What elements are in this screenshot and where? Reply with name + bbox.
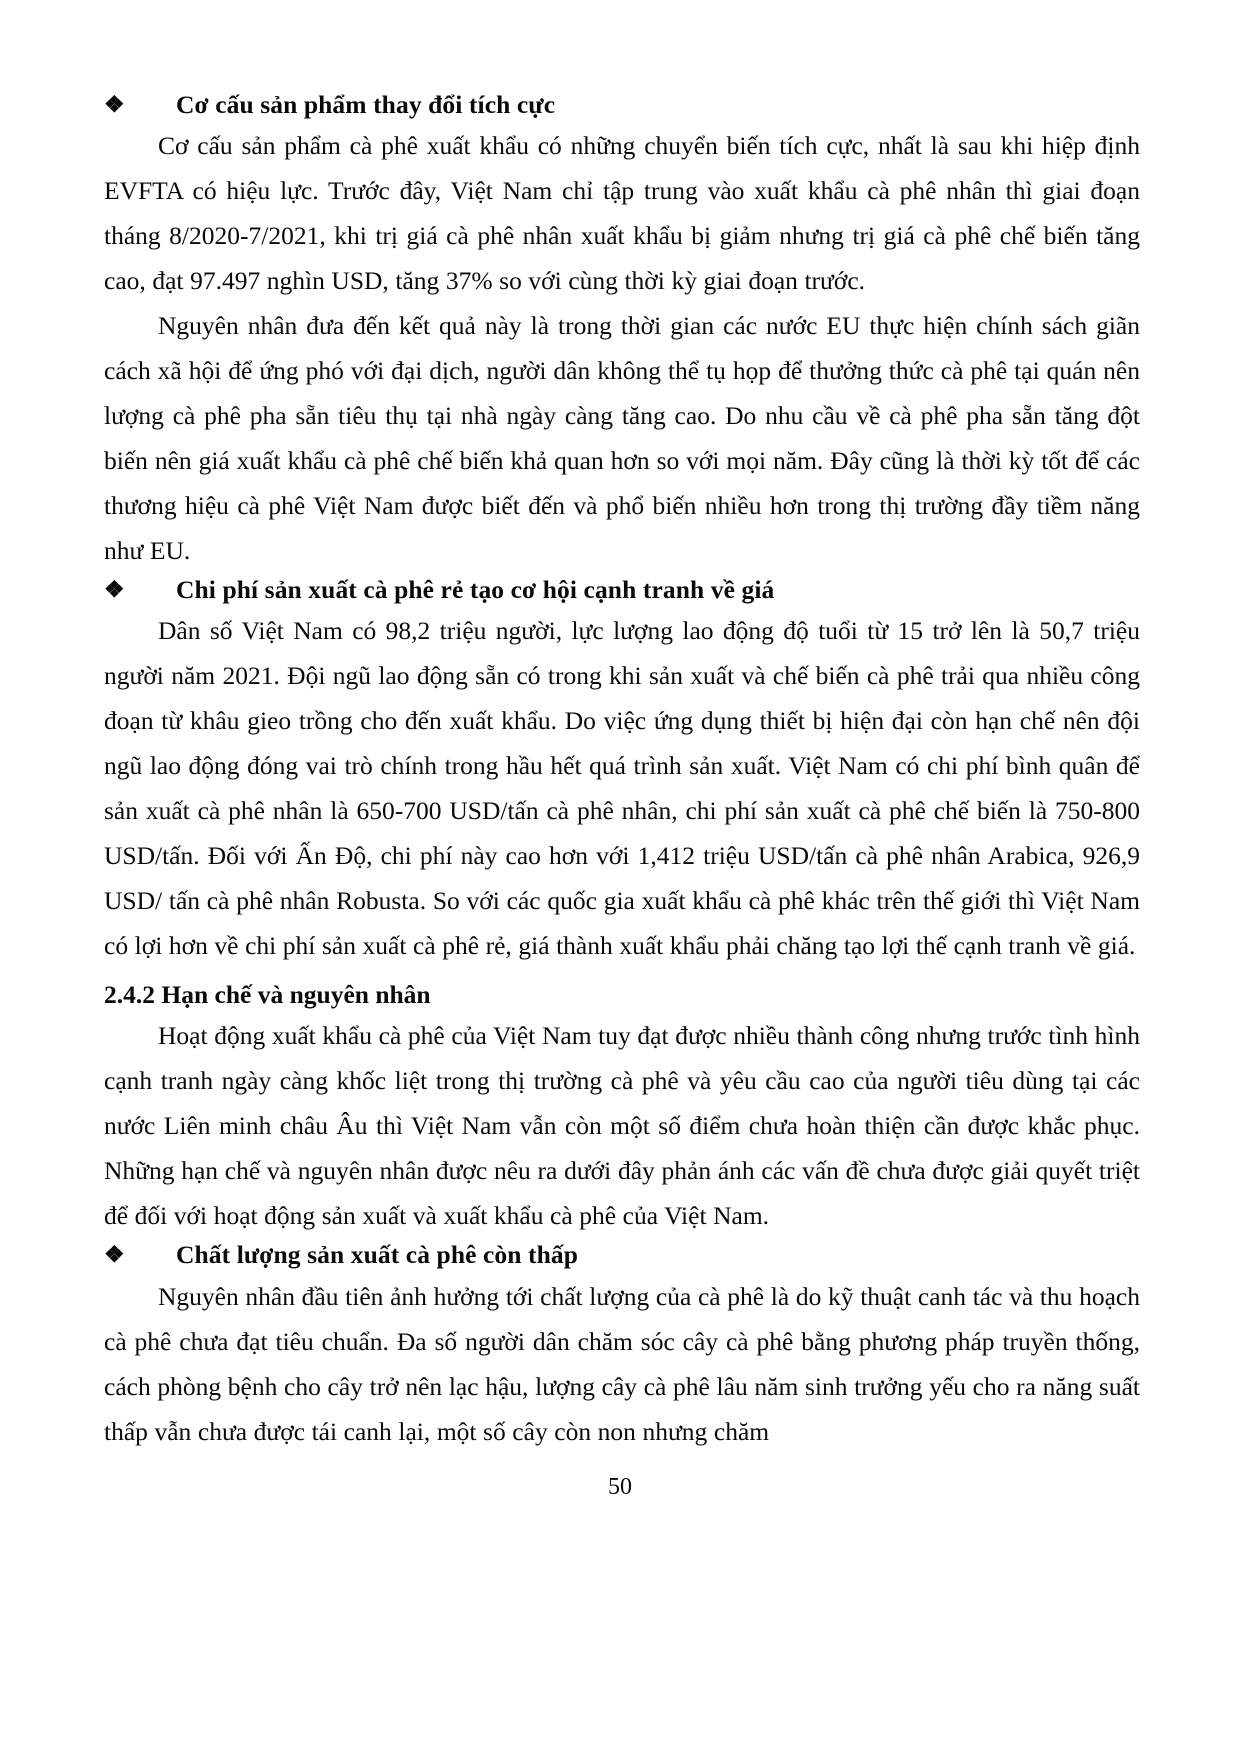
bullet-heading bbox=[104, 1238, 1140, 1271]
diamond-bullet-icon: ❖ bbox=[104, 1242, 125, 1268]
paragraph: Cơ cấu sản phẩm cà phê xuất khẩu có những chuyển biến tích cực, nhất là sau khi hiệp định EVFTA có hiệu lực. Trước đây, Việt Nam chỉ tập trung vào xuất khẩu cà phê nhân thì giai đoạn tháng 8/2020-7/2021, khi trị giá cà phê nhân xuất khẩu bị giảm nhưng trị giá cà phê chế biến tăng cao, đạt 97.497 nghìn USD, tăng 37% so với cùng thời kỳ giai đoạn trước. bbox=[104, 131, 1140, 296]
page-number: 50 bbox=[608, 1474, 632, 1500]
heading-text: Cơ cấu sản phẩm thay đổi tích cực bbox=[176, 90, 556, 119]
heading-text: Chi phí sản xuất cà phê rẻ tạo cơ hội cạnh tranh về giá bbox=[176, 575, 775, 605]
paragraph: Nguyên nhân đưa đến kết quả này là trong thời gian các nước EU thực hiện chính sách giãn cách xã hội để ứng phó với đại dịch, người dân không thể tụ họp để thưởng thức cà phê tại quán nên lượng cà phê pha sẵn tiêu thụ tại nhà ngày càng tăng cao. Do nhu cầu về cà phê pha sẵn tăng đột biến nên giá xuất khẩu cà phê chế biến khả quan hơn so với mọi năm. Đây cũng là thời kỳ tốt để các thương hiệu cà phê Việt Nam được biết đến và phổ biến nhiều hơn trong thị trường đầy tiềm năng như EU. bbox=[104, 311, 1140, 566]
heading-text: Chất lượng sản xuất cà phê còn thấp bbox=[176, 1240, 579, 1270]
diamond-bullet-icon: ❖ bbox=[104, 92, 125, 117]
diamond-bullet-icon: ❖ bbox=[104, 577, 125, 603]
bullet-heading bbox=[104, 573, 1140, 606]
page-content bbox=[104, 88, 1140, 1454]
paragraph: Dân số Việt Nam có 98,2 triệu người, lực lượng lao động độ tuổi từ 15 trở lên là 50,7 triệu người năm 2021. Đội ngũ lao động sẵn có trong khi sản xuất và chế biến cà phê trải qua nhiều công đoạn từ khâu gieo trồng cho đến xuất khẩu. Do việc ứng dụng thiết bị hiện đại còn hạn chế nên đội ngũ lao động đóng vai trò chính trong hầu hết quá trình sản xuất. Việt Nam có chi phí bình quân để sản xuất cà phê nhân là 650-700 USD/tấn cà phê nhân, chi phí sản xuất cà phê chế biến là 750-800 USD/tấn. Đối với Ấn Độ, chi phí này cao hơn với 1,412 triệu USD/tấn cà phê nhân Arabica, 926,9 USD/ tấn cà phê nhân Robusta. So với các quốc gia xuất khẩu cà phê khác trên thế giới thì Việt Nam có lợi hơn về chi phí sản xuất cà phê rẻ, giá thành xuất khẩu phải chăng tạo lợi thế cạnh tranh về giá. bbox=[104, 616, 1140, 961]
bullet-heading bbox=[104, 88, 1140, 121]
paragraph: Hoạt động xuất khẩu cà phê của Việt Nam tuy đạt được nhiều thành công nhưng trước tình hình cạnh tranh ngày càng khốc liệt trong thị trường cà phê và yêu cầu cao của người tiêu dùng tại các nước Liên minh châu Âu thì Việt Nam vẫn còn một số điểm chưa hoàn thiện cần được khắc phục. Những hạn chế và nguyên nhân được nêu ra dưới đây phản ánh các vấn đề chưa được giải quyết triệt để đối với hoạt động sản xuất và xuất khẩu cà phê của Việt Nam. bbox=[104, 1021, 1140, 1231]
section-heading: 2.4.2 Hạn chế và nguyên nhân bbox=[104, 980, 431, 1010]
paragraph: Nguyên nhân đầu tiên ảnh hưởng tới chất lượng của cà phê là do kỹ thuật canh tác và thu hoạch cà phê chưa đạt tiêu chuẩn. Đa số người dân chăm sóc cây cà phê bằng phương pháp truyền thống, cách phòng bệnh cho cây trở nên lạc hậu, lượng cây cà phê lâu năm sinh trưởng yếu cho ra năng suất thấp vẫn chưa được tái canh lại, một số cây còn non nhưng chăm bbox=[104, 1281, 1140, 1446]
